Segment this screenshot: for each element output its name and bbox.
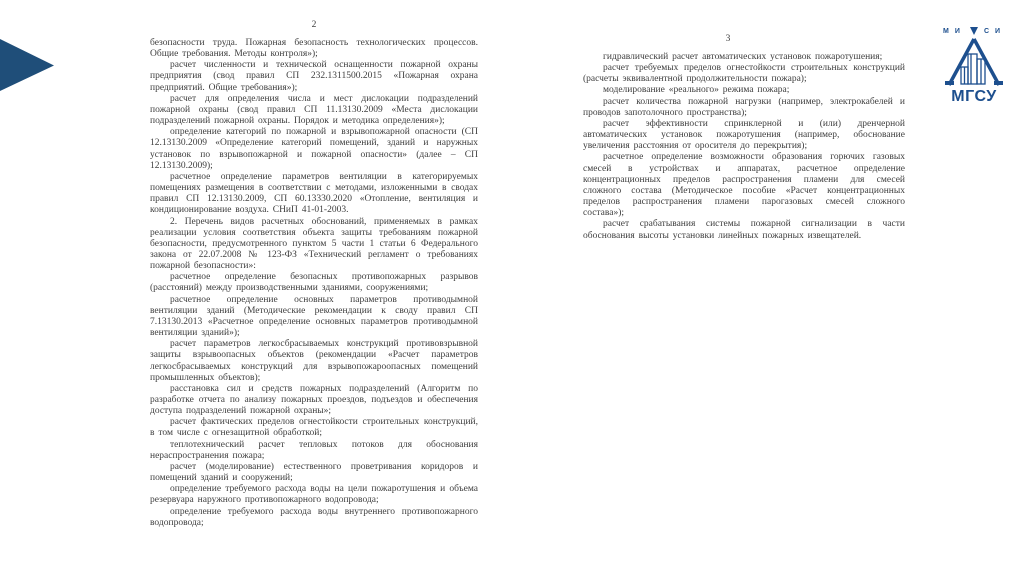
paragraph: безопасности труда. Пожарная безопасность технологических процессов. Общие требования. Методы контроля»); bbox=[150, 38, 478, 60]
paragraph: расчетное определение возможности образования горючих газовых смесей в устройствах и аппаратах, расчетное определение концентрационных пределов распространения пламени для смесей сложного состава (Методическое пособие «Расчет концентрационных пределов распространения пламени парогазовых смесей сложного состава»); bbox=[583, 152, 905, 219]
paragraph: расчет эффективности спринклерной и (или) дренчерной автоматических установок пожаротушения (например, обоснование увеличения расстояния от оросителя до перекрытия); bbox=[583, 118, 905, 152]
paragraph: расчетное определение параметров вентиляции в категорируемых помещениях размещения в соответствии с методами, изложенными в сводах правил СП 12.13130.2009, СП 60.13330.2020 «Отопление, вентиляция и кондиционирование воздуха. СНиП 41-01-2003. bbox=[150, 171, 478, 216]
paragraph: расчет количества пожарной нагрузки (например, электрокабелей и проводов запотолочного пространства); bbox=[583, 96, 905, 118]
mgsu-logo-graphic bbox=[941, 20, 1011, 108]
paragraph: расчет параметров легкосбрасываемых конструкций противовзрывной защиты взрывоопасных объектов (рекомендации «Расчет параметров легкосбрасываемых конструкций для взрывопожароопасных помещений промышленных объектов); bbox=[150, 339, 478, 383]
logo-plumb-marker-icon bbox=[970, 27, 978, 35]
paragraph: определение требуемого расхода воды внутреннего противопожарного водопровода; bbox=[150, 506, 478, 528]
page-right-text bbox=[583, 52, 905, 242]
paragraph: расчет срабатывания системы пожарной сигнализации в части обоснования высоты установки линейных пожарных извещателей. bbox=[583, 219, 905, 241]
paragraph: гидравлический расчет автоматических установок пожаротушения; bbox=[603, 52, 883, 62]
logo-left-foot bbox=[945, 81, 954, 85]
logo-mgsu-text: МГСУ bbox=[951, 88, 997, 105]
logo-right-foot bbox=[994, 81, 1003, 85]
paragraph: расчет (моделирование) естественного проветривания коридоров и помещений зданий и сооружений; bbox=[150, 461, 478, 484]
document-page-left bbox=[150, 20, 478, 529]
mgsu-logo bbox=[941, 20, 1011, 108]
page-left-text bbox=[150, 38, 478, 529]
paragraph: расчет для определения числа и мест дислокации подразделений пожарной охраны (свод правил СП 11.13130.2009 «Места дислокации подразделений пожарной охраны. Порядок и методика определения»); bbox=[150, 93, 478, 127]
paragraph: расчет численности и технической оснащенности пожарной охраны предприятия (свод правил СП 232.1311500.2015 «Пожарная охрана предприятий. Общие требования»); bbox=[150, 60, 478, 93]
logo-triangle-icon bbox=[949, 39, 999, 85]
paragraph: определение категорий по пожарной и взрывопожарной опасности (СП 12.13130.2009 «Определение категорий помещений, зданий и наружных установок по взрывопожарной и пожарной опасности» (далее – СП 12.13130.2009); bbox=[150, 127, 478, 171]
paragraph: 2. Перечень видов расчетных обоснований, применяемых в рамках реализации условия соответствия объекта защиты требованиям пожарной безопасности, предусмотренного пунктом 5 части 1 статьи 6 Федерального закона от 22.07.2008 № 123-ФЗ «Технический регламент о требованиях пожарной безопасности»: bbox=[150, 216, 478, 272]
paragraph: расчет требуемых пределов огнестойкости строительных конструкций (расчеты эквивалентной продолжительности пожара); bbox=[583, 63, 905, 85]
logo-misi-left-text: МИ bbox=[943, 28, 966, 35]
paragraph: моделирование «реального» режима пожара; bbox=[603, 85, 790, 96]
paragraph: теплотехнический расчет тепловых потоков для обоснования нераспространения пожара; bbox=[150, 439, 478, 461]
document-page-right bbox=[583, 34, 905, 242]
paragraph: расстановка сил и средств пожарных подразделений (Алгоритм по разработке отчета по анализу пожарных проездов, подъездов и обеспечения доступа подразделений пожарной охраны»; bbox=[150, 383, 478, 417]
paragraph: определение требуемого расхода воды на цели пожаротушения и объема резервуара наружного противопожарного водопровода; bbox=[150, 484, 478, 506]
paragraph: расчетное определение основных параметров противодымной вентиляции зданий (Методические рекомендации к своду правил СП 7.13130.2013 «Расчетное определение основных параметров противодымной вентиляции зданий»); bbox=[150, 294, 478, 339]
logo-misi-right-text: СИ bbox=[984, 28, 1007, 35]
page-number-left: 2 bbox=[311, 20, 317, 30]
page-number-right: 3 bbox=[725, 34, 731, 44]
paragraph: расчет фактических пределов огнестойкости строительных конструкций, в том числе с огнезащитной обработкой; bbox=[150, 417, 478, 439]
paragraph: расчетное определение безопасных противопожарных разрывов (расстояний) между производственными зданиями, сооружениями; bbox=[150, 272, 478, 294]
blue-arrow-decoration bbox=[0, 39, 54, 91]
